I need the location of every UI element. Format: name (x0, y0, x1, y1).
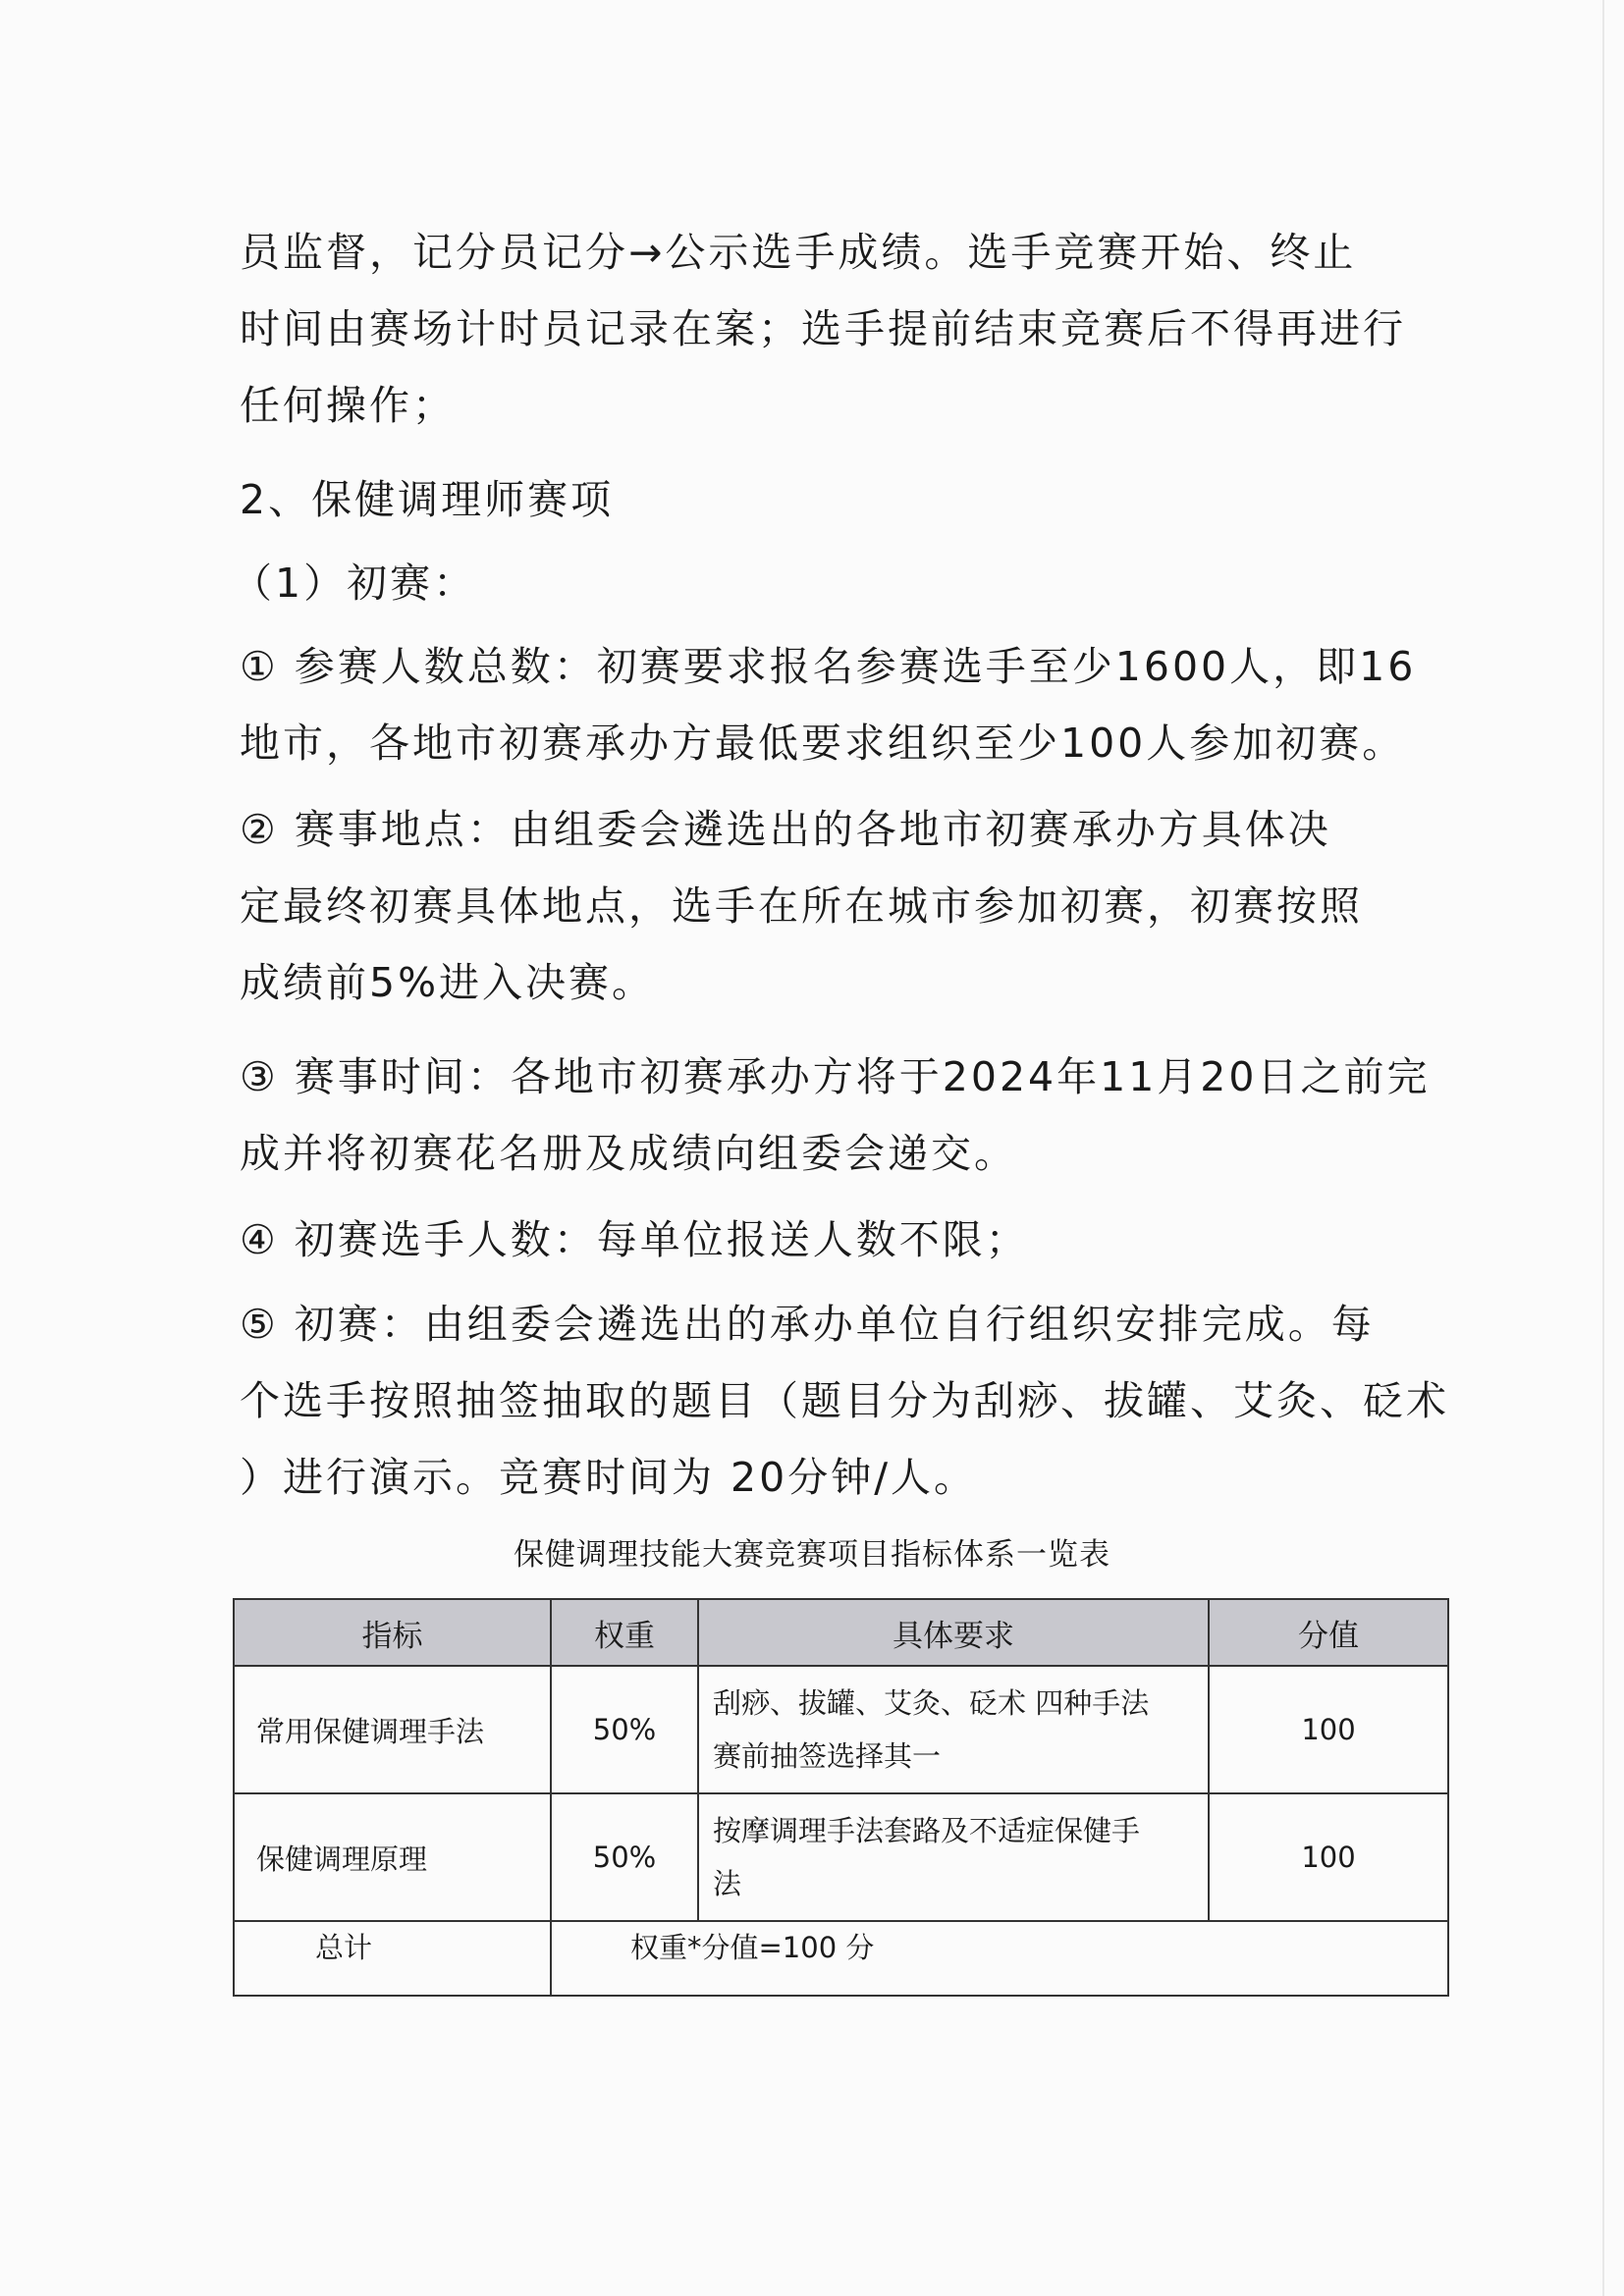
header-indicator: 指标 (234, 1599, 551, 1666)
cell-indicator: 常用保健调理手法 (234, 1666, 551, 1793)
text-line: ）进行演示。竞赛时间为 20分钟/人。 (240, 1454, 978, 1501)
text-line: ② 赛事地点：由组委会遴选出的各地市初赛承办方具体决 (240, 806, 1331, 853)
table-caption: 保健调理技能大赛竞赛项目指标体系一览表 (514, 1537, 1110, 1573)
cell-score: 100 (1209, 1666, 1448, 1793)
table-total-row (234, 1921, 1448, 1996)
text-line: ⑤ 初赛：由组委会遴选出的承办单位自行组织安排完成。每 (240, 1301, 1375, 1348)
text-line: 定最终初赛具体地点，选手在所在城市参加初赛，初赛按照 (240, 882, 1363, 930)
cell-requirement: 按摩调理手法套路及不适症保健手 法 (698, 1793, 1209, 1921)
text-line: 时间由赛场计时员记录在案；选手提前结束竞赛后不得再进行 (240, 305, 1406, 352)
item-time (240, 1039, 1431, 1192)
text-line: 个选手按照抽签抽取的题目（题目分为刮痧、拔罐、艾灸、砭术 (240, 1377, 1449, 1424)
header-score: 分值 (1209, 1599, 1448, 1666)
text-line: 员监督，记分员记分→公示选手成绩。选手竞赛开始、终止 (240, 229, 1357, 276)
item-count (240, 1201, 1428, 1278)
item-participants (240, 628, 1428, 781)
item-venue (240, 791, 1428, 1021)
text-line: 成绩前5%进入决赛。 (240, 959, 656, 1006)
text-line: ③ 赛事时间：各地市初赛承办方将于2024年11月20日之前完 (240, 1053, 1431, 1100)
table-row (234, 1793, 1448, 1921)
table-row (234, 1666, 1448, 1793)
scan-edge-mark (1602, 0, 1604, 2296)
cell-requirement: 刮痧、拔罐、艾灸、砭术 四种手法 赛前抽签选择其一 (698, 1666, 1209, 1793)
table-header-row (234, 1599, 1448, 1666)
header-requirement: 具体要求 (698, 1599, 1209, 1666)
text-line: 地市，各地市初赛承办方最低要求组织至少100人参加初赛。 (240, 720, 1406, 767)
indicator-table (233, 1598, 1449, 1997)
cell-total-label: 总计 (234, 1921, 551, 1996)
text-line: 成并将初赛花名册及成绩向组委会递交。 (240, 1130, 1017, 1177)
item-preliminary (240, 1286, 1449, 1516)
cell-weight: 50% (551, 1793, 698, 1921)
subsection-title: （1）初赛： (232, 560, 477, 607)
cell-indicator: 保健调理原理 (234, 1793, 551, 1921)
section-title: 2、保健调理师赛项 (240, 476, 615, 523)
paragraph-continuation (240, 214, 1428, 444)
cell-score: 100 (1209, 1793, 1448, 1921)
text-line: 任何操作； (240, 382, 456, 429)
header-weight: 权重 (551, 1599, 698, 1666)
text-line: ① 参赛人数总数：初赛要求报名参赛选手至少1600人，即16 (240, 643, 1417, 690)
text-line: ④ 初赛选手人数：每单位报送人数不限； (240, 1216, 1029, 1263)
cell-total-value: 权重*分值=100 分 (551, 1921, 1448, 1996)
cell-weight: 50% (551, 1666, 698, 1793)
